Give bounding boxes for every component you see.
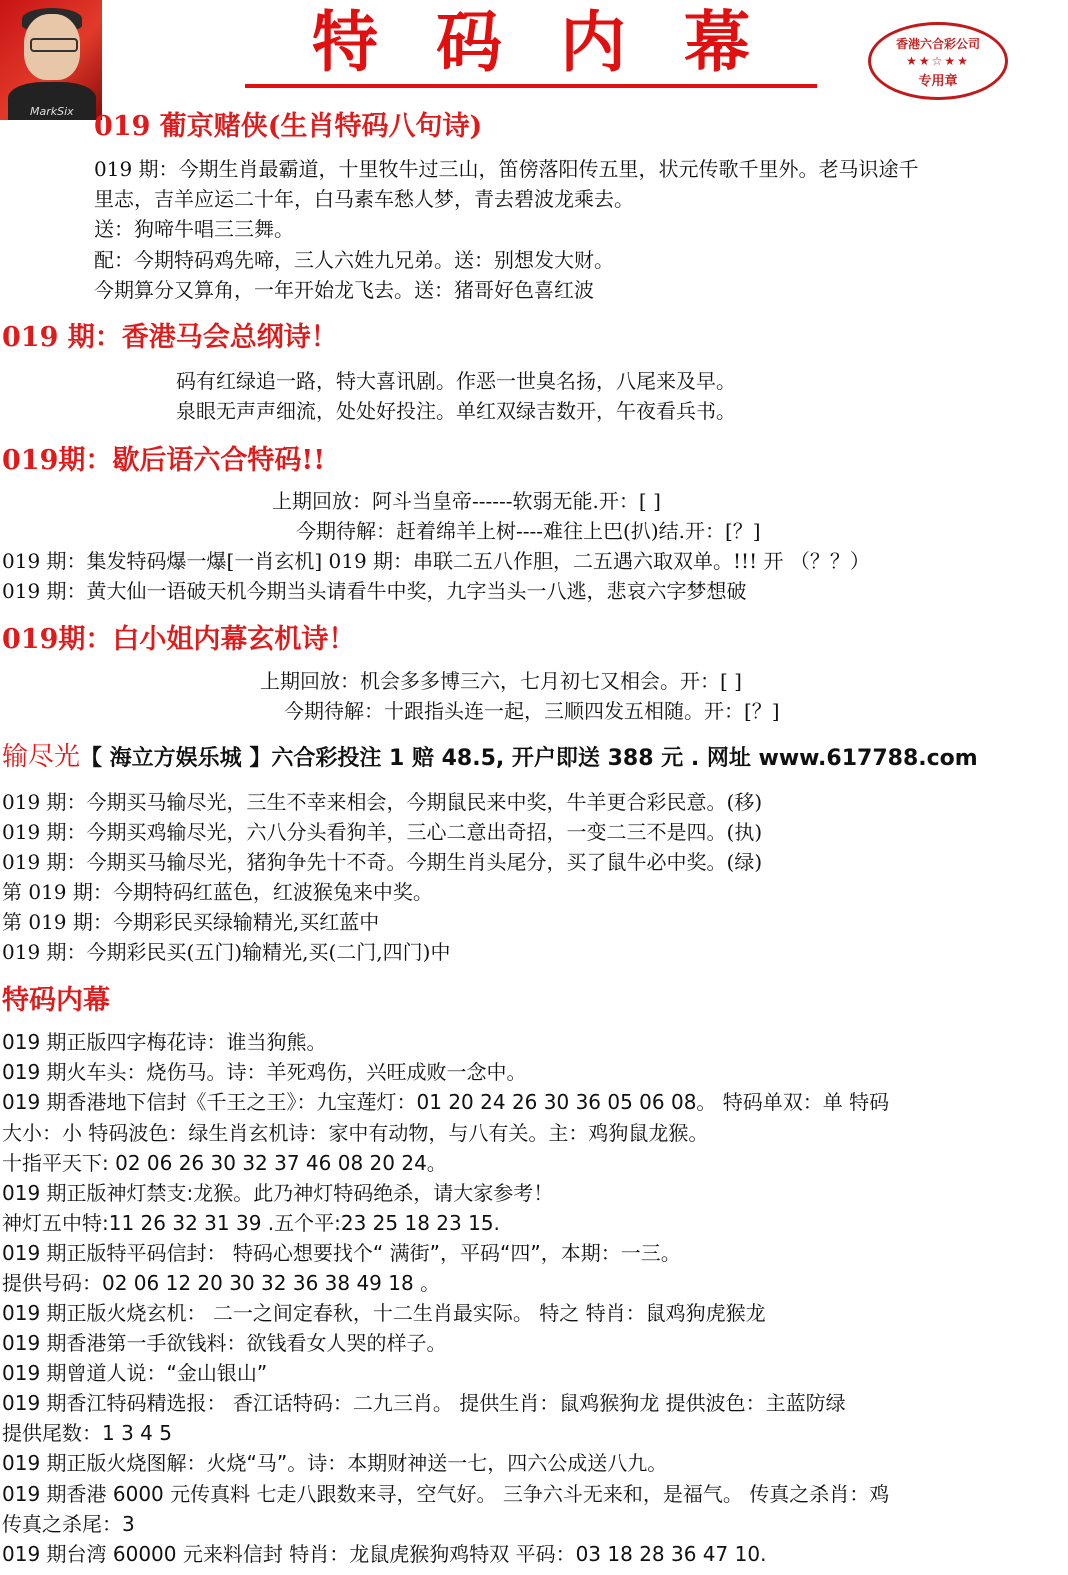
section-heading-tema-neimu: 特码内幕 — [2, 985, 110, 1016]
text-line: 019 期：今期买鸡输尽光，六八分头看狗羊，三心二意出奇招，一变二三不是四。(执) — [2, 820, 763, 844]
text-line: 第 019 期：今期彩民买绿输精光,买红蓝中 — [2, 910, 380, 934]
seal-stars: ★★☆★★ — [906, 54, 970, 68]
text-line: 019 期台湾 60000 元来料信封 特肖：龙鼠虎猴狗鸡特双 平码：03 18 28 36 47 10. — [2, 1542, 767, 1566]
seal-bottom-text: 专用章 — [918, 74, 958, 89]
text-line: 019 期香港第一手欲钱料：欲钱看女人哭的样子。 — [2, 1331, 447, 1355]
text-line: 019 期正版火烧图解：火烧“马”。诗：本期财神送一七，四六公成送八九。 — [2, 1451, 668, 1475]
text-line: 019 期正版四字梅花诗：谁当狗熊。 — [2, 1030, 327, 1054]
text-line: 今期待解：十跟指头连一起，三顺四发五相随。开：[？] — [284, 699, 780, 723]
text-line: 神灯五中特:11 26 32 31 39 .五个平:23 25 18 23 15. — [2, 1211, 500, 1235]
ad-text: 【 海立方娱乐城 】六合彩投注 1 赔 48.5, 开户即送 388 元 . 网址 www.617788.com — [80, 746, 978, 771]
text-line: 019 期曾道人说：“金山银山” — [2, 1361, 268, 1385]
section-heading-pujing: 019 葡京赌侠(生肖特码八句诗) — [94, 111, 483, 142]
text-line: 019 期香港地下信封《千王之王》：九宝莲灯：01 20 24 26 30 36 05 06 08。 特码单双：单 特码 — [2, 1090, 890, 1114]
text-line: 019 期正版神灯禁支:龙猴。此乃神灯特码绝杀，请大家参考！ — [2, 1181, 554, 1205]
author-avatar — [0, 0, 102, 120]
avatar-glasses — [30, 38, 78, 52]
text-line: 019 期：黄大仙一语破天机今期当头请看牛中奖，九字当头一八逃，悲哀六字梦想破 — [2, 579, 747, 603]
text-line: 配：今期特码鸡先啼，三人六姓九兄弟。送：别想发大财。 — [94, 248, 614, 272]
text-line: 019 期火车头：烧伤马。诗：羊死鸡伤，兴旺成败一念中。 — [2, 1060, 527, 1084]
text-line: 019 期香江特码精选报： 香江话特码：二九三肖。 提供生肖：鼠鸡猴狗龙 提供波色：主蓝防绿 — [2, 1391, 846, 1415]
text-line: 019 期香港 6000 元传真料 七走八跟数来寻，空气好。 三争六斗无来和，是福气。 传真之杀肖：鸡 — [2, 1482, 890, 1506]
text-line: 上期回放：阿斗当皇帝------软弱无能.开：[ ] — [272, 489, 661, 513]
text-line: 提供尾数：1 3 4 5 — [2, 1421, 172, 1445]
text-line: 019 期正版特平码信封： 特码心想要找个“ 满街”，平码“四”，本期：一三。 — [2, 1241, 681, 1265]
text-line: 第 019 期：今期特码红蓝色，红波猴兔来中奖。 — [2, 880, 433, 904]
seal-top-text: 香港六合彩公司 — [895, 37, 980, 51]
text-line: 泉眼无声声细流，处处好投注。单红双绿吉数开，午夜看兵书。 — [176, 399, 736, 423]
text-line: 提供号码：02 06 12 20 30 32 36 38 49 18 。 — [2, 1271, 441, 1295]
advertisement-banner — [2, 736, 978, 773]
text-line: 019 期：今期买马输尽光，猪狗争先十不奇。今期生肖头尾分，买了鼠牛必中奖。(绿) — [2, 850, 763, 874]
section-heading-xiehouyu: 019期：歇后语六合特码!! — [2, 445, 326, 476]
text-line: 019 期：集发特码爆一爆[一肖玄机] 019 期：串联二五八作胆，二五遇六取双单。!!! 开 （？？） — [2, 549, 870, 573]
text-line: 今期待解：赶着绵羊上树----难往上巴(扒)结.开：[？] — [296, 519, 761, 543]
ad-prefix: 输尽光 — [2, 742, 81, 772]
text-line: 今期算分又算角，一年开始龙飞去。送：猪哥好色喜红波 — [94, 278, 594, 302]
text-line: 里志，吉羊应运二十年，白马素车愁人梦，青去碧波龙乘去。 — [94, 187, 634, 211]
avatar-watermark: MarkSix — [30, 105, 74, 118]
text-line: 019 期：今期彩民买(五门)输精光,买(二门,四门)中 — [2, 940, 451, 964]
text-line: 传真之杀尾：3 — [2, 1512, 135, 1536]
text-line: 送：狗啼牛唱三三舞。 — [94, 217, 294, 241]
section-heading-baixiaojie: 019期：白小姐内幕玄机诗！ — [2, 624, 356, 655]
section-heading-jockey-club: 019 期：香港马会总纲诗！ — [2, 322, 338, 353]
page-title: 特码内幕 — [245, 2, 817, 88]
text-line: 019 期正版火烧玄机： 二一之间定春秋，十二生肖最实际。 特之 特肖：鼠鸡狗虎猴龙 — [2, 1301, 766, 1325]
text-line: 大小：小 特码波色：绿生肖玄机诗：家中有动物，与八有关。主：鸡狗鼠龙猴。 — [2, 1121, 709, 1145]
text-line: 十指平天下: 02 06 26 30 32 37 46 08 20 24。 — [2, 1151, 447, 1175]
text-line: 019 期：今期生肖最霸道，十里牧牛过三山，笛傍落阳传五里，状元传歌千里外。老马识途千 — [94, 157, 919, 181]
company-seal-stamp — [868, 22, 1008, 100]
text-line: 码有红绿追一路，特大喜讯剧。作恶一世臭名扬，八尾来及早。 — [176, 369, 736, 393]
text-line: 019 期：今期买马输尽光，三生不幸来相会，今期鼠民来中奖，牛羊更合彩民意。(移) — [2, 790, 763, 814]
text-line: 上期回放：机会多多博三六，七月初七又相会。开：[ ] — [260, 669, 742, 693]
